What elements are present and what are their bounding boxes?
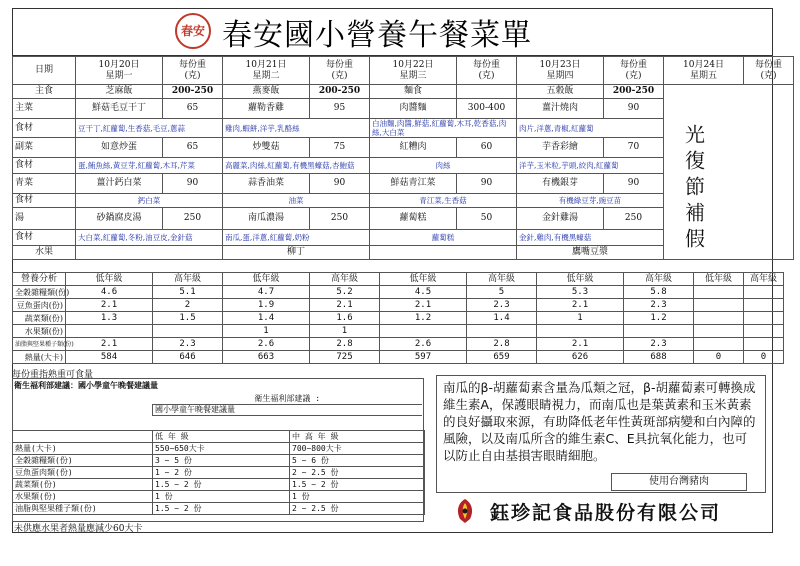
side-ingredients: 高麗菜,肉絲,紅蘿蔔,有機黑蠔菇,杏鮑菇 (223, 158, 370, 174)
nut-value: 1 (223, 325, 310, 338)
std-label: 油脂與堅果種子類(份) (13, 503, 153, 515)
nut-value (153, 325, 223, 338)
row-label-ingredients: 食材 (13, 158, 76, 174)
soup-weight: 250 (310, 208, 370, 230)
pumpkin-info-box: 南瓜的β-胡蘿蔔素含量為瓜類之冠，β-胡蘿蔔素可轉換成維生素A，保護眼睛視力，而南瓜也是葉黃素和玉米黃素的良好攝取來源，有助降低老年性黃斑部病變和白內障的風險，以及南瓜所含的維生素C、E具抗氧化能力，也可以防止自由基損害眼睛細胞。 (436, 375, 766, 493)
std-low: 3 ~ 5 份 (153, 455, 290, 467)
std-label: 熱量(大卡) (13, 443, 153, 455)
side-weight: 65 (163, 138, 223, 158)
std-col-low: 低 年 級 (153, 431, 290, 443)
day-header: 10月22日 星期三 (370, 57, 457, 85)
soup-name: 金針雞湯 (517, 208, 604, 230)
fruit-tuesday: 柳丁 (223, 246, 370, 260)
main-weight: 90 (604, 99, 664, 119)
row-label-main: 主菜 (13, 99, 76, 119)
staple-weight: 200-250 (604, 85, 664, 99)
main-weight: 300-400 (457, 99, 517, 119)
nut-high-header: 高年級 (744, 273, 784, 286)
weight-header: 每份重 (克) (604, 57, 664, 85)
nut-value: 2.3 (624, 299, 694, 312)
side-name: 紅糟肉 (370, 138, 457, 158)
nut-value: 5.2 (310, 286, 380, 299)
veg-name: 薑汁鈣白菜 (76, 174, 163, 194)
veg-weight: 90 (163, 174, 223, 194)
veg-ingredients: 鈣白菜 (76, 194, 223, 208)
main-ingredients: 雞肉,蝦餅,洋芋,乳酪絲 (223, 119, 370, 138)
nut-value (694, 286, 744, 299)
nutrition-header: 營養分析 (13, 273, 66, 286)
nut-value: 0 (694, 351, 744, 364)
weight-header: 每份重 (克) (163, 57, 223, 85)
nut-low-header: 低年級 (694, 273, 744, 286)
fruit-footnote: 未供應水果者熱量應減少60大卡 (14, 524, 143, 534)
soup-ingredients: 金針,雞肉,有機黑蠔菇 (517, 230, 664, 246)
std-col-high: 中 高 年 級 (290, 431, 425, 443)
nut-high-header: 高年級 (624, 273, 694, 286)
side-ingredients: 洋芋,玉米粒,芋頭,絞肉,紅蘿蔔 (517, 158, 664, 174)
day-header: 10月21日 星期二 (223, 57, 310, 85)
veg-weight: 90 (457, 174, 517, 194)
nut-value (380, 325, 467, 338)
nut-value: 4.5 (380, 286, 467, 299)
nut-value (694, 312, 744, 325)
main-weight: 95 (310, 99, 370, 119)
main-ingredients: 白油麵,肉醬,鮮菇,紅蘿蔔,木耳,乾香菇,肉絲,大白菜 (370, 119, 517, 138)
weight-header: 每份重 (克) (744, 57, 794, 85)
nut-value (624, 325, 694, 338)
nut-value: 725 (310, 351, 380, 364)
day-header: 10月20日 星期一 (76, 57, 163, 85)
staple-weight (457, 85, 517, 99)
soup-ingredients: 南瓜,蛋,洋蔥,紅蘿蔔,奶粉 (223, 230, 370, 246)
nut-value: 1.4 (467, 312, 537, 325)
soup-name: 砂鍋腐皮湯 (76, 208, 163, 230)
row-label-fruit: 水果 (13, 246, 76, 260)
nut-value: 2.3 (624, 338, 694, 351)
school-logo: 春安 (175, 13, 211, 49)
nutrition-table (12, 272, 784, 364)
std-low: 1 ~ 2 份 (153, 467, 290, 479)
row-label-side: 副菜 (13, 138, 76, 158)
nut-value: 1.3 (66, 312, 153, 325)
nut-value: 2 (153, 299, 223, 312)
fruit-thursday: 鷹嘴豆漿 (517, 246, 664, 260)
fruit-monday (76, 246, 223, 260)
nut-value: 1.6 (310, 312, 380, 325)
nut-value (467, 325, 537, 338)
std-low: 550~650大卡 (153, 443, 290, 455)
side-name: 炒雙菇 (223, 138, 310, 158)
row-label-ingredients: 食材 (13, 194, 76, 208)
veg-ingredients: 油菜 (223, 194, 370, 208)
staple-name: 芝麻飯 (76, 85, 163, 99)
side-name: 如意炒蛋 (76, 138, 163, 158)
weight-header: 每份重 (克) (457, 57, 517, 85)
holiday-notice: 光復節補假 (681, 124, 706, 254)
nut-value: 0 (744, 351, 784, 364)
nut-value: 688 (624, 351, 694, 364)
standard-inner-title: 衛生福利部建議 : (254, 394, 321, 403)
nut-value: 5 (467, 286, 537, 299)
nut-value: 584 (66, 351, 153, 364)
nut-value (66, 325, 153, 338)
nut-value (694, 325, 744, 338)
side-ingredients: 蛋,鮪魚絲,黃豆芽,紅蘿蔔,木耳,芹菜 (76, 158, 223, 174)
nut-value: 2.3 (153, 338, 223, 351)
nut-value (744, 286, 784, 299)
std-low: 1.5 ~ 2 份 (153, 479, 290, 491)
nut-value: 597 (380, 351, 467, 364)
soup-weight: 250 (163, 208, 223, 230)
nut-value: 2.1 (66, 299, 153, 312)
nut-low-header: 低年級 (537, 273, 624, 286)
nut-high-header: 高年級 (310, 273, 380, 286)
nut-value: 5.1 (153, 286, 223, 299)
nut-value (744, 338, 784, 351)
soup-name: 蘿蔔糕 (370, 208, 457, 230)
soup-ingredients: 蘿蔔糕 (370, 230, 517, 246)
soup-weight: 50 (457, 208, 517, 230)
nut-value: 1.4 (223, 312, 310, 325)
row-label-staple: 主食 (13, 85, 76, 99)
nut-value: 5.8 (624, 286, 694, 299)
nut-label: 蔬菜類(份) (13, 312, 66, 325)
nut-value: 2.3 (467, 299, 537, 312)
veg-ingredients: 有機綠豆芽,豌豆苗 (517, 194, 664, 208)
nut-value (537, 325, 624, 338)
nut-value: 663 (223, 351, 310, 364)
nut-value: 1.5 (153, 312, 223, 325)
fruit-wednesday (370, 246, 517, 260)
page-title: 春安國小營養午餐菜單 (222, 18, 532, 53)
main-ingredients: 肉片,洋蔥,青椒,紅蘿蔔 (517, 119, 664, 138)
nut-value: 2.8 (467, 338, 537, 351)
nut-value: 5.3 (537, 286, 624, 299)
nut-value (694, 338, 744, 351)
staple-name: 五穀飯 (517, 85, 604, 99)
day-header: 10月23日 星期四 (517, 57, 604, 85)
standard-title: 衛生福利部建議：國小學童午晚餐建議量 (14, 381, 158, 390)
std-low: 1.5 ~ 2 份 (153, 503, 290, 515)
veg-name: 有機銀芽 (517, 174, 604, 194)
main-name: 薑汁燒肉 (517, 99, 604, 119)
nut-low-header: 低年級 (380, 273, 467, 286)
main-weight: 65 (163, 99, 223, 119)
nut-label: 熱量(大卡) (13, 351, 66, 364)
soup-name: 南瓜濃湯 (223, 208, 310, 230)
nut-value: 659 (467, 351, 537, 364)
staple-name: 麵食 (370, 85, 457, 99)
nut-value: 1.9 (223, 299, 310, 312)
main-name: 蘿勒香雞 (223, 99, 310, 119)
staple-weight: 200-250 (310, 85, 370, 99)
row-label-veg: 青菜 (13, 174, 76, 194)
veg-weight: 90 (310, 174, 370, 194)
nut-label: 油脂與堅果種子類(份) (13, 338, 66, 351)
nut-value: 626 (537, 351, 624, 364)
std-label: 蔬菜類(份) (13, 479, 153, 491)
std-high: 1.5 ~ 2 份 (290, 479, 425, 491)
standard-inner-sub: 國小學童午晚餐建議量 (153, 405, 423, 416)
nut-label: 全穀雜糧類(份) (13, 286, 66, 299)
std-high: 5 ~ 6 份 (290, 455, 425, 467)
row-label-ingredients: 食材 (13, 230, 76, 246)
nut-value: 2.1 (380, 299, 467, 312)
side-weight: 70 (604, 138, 664, 158)
nut-value: 2.6 (380, 338, 467, 351)
veg-weight: 90 (604, 174, 664, 194)
nut-value: 646 (153, 351, 223, 364)
std-blank (13, 431, 153, 443)
row-label-date: 日期 (13, 57, 76, 85)
staple-name: 燕麥飯 (223, 85, 310, 99)
nut-value: 2.6 (223, 338, 310, 351)
nut-value: 1 (537, 312, 624, 325)
day-header: 10月24日 星期五 (664, 57, 744, 85)
nut-value: 1 (310, 325, 380, 338)
nut-value (694, 299, 744, 312)
side-ingredients: 肉絲 (370, 158, 517, 174)
side-weight: 60 (457, 138, 517, 158)
nut-value: 2.1 (537, 338, 624, 351)
staple-weight: 200-250 (163, 85, 223, 99)
std-label: 豆魚蛋肉類(份) (13, 467, 153, 479)
veg-name: 鮮菇青江菜 (370, 174, 457, 194)
std-high: 2 ~ 2.5 份 (290, 467, 425, 479)
std-high: 700~800大卡 (290, 443, 425, 455)
row-label-ingredients: 食材 (13, 119, 76, 138)
side-weight: 75 (310, 138, 370, 158)
std-low: 1 份 (153, 491, 290, 503)
std-high: 1 份 (290, 491, 425, 503)
nut-high-header: 高年級 (467, 273, 537, 286)
nut-value: 4.6 (66, 286, 153, 299)
nut-label: 水果類(份) (13, 325, 66, 338)
nut-high-header: 高年級 (153, 273, 223, 286)
nut-low-header: 低年級 (66, 273, 153, 286)
std-label: 水果類(份) (13, 491, 153, 503)
std-high: 2 ~ 2.5 份 (290, 503, 425, 515)
portion-note: 每份重指熟重可食量 (12, 370, 94, 380)
nut-value: 1.2 (624, 312, 694, 325)
soup-ingredients: 大白菜,紅蘿蔔,冬粉,油豆皮,金針菇 (76, 230, 223, 246)
weight-header: 每份重 (克) (310, 57, 370, 85)
standard-table (12, 430, 425, 515)
nut-label: 豆魚蛋肉(份) (13, 299, 66, 312)
nut-low-header: 低年級 (223, 273, 310, 286)
veg-name: 蒜香油菜 (223, 174, 310, 194)
soup-weight: 250 (604, 208, 664, 230)
nut-value: 2.8 (310, 338, 380, 351)
standard-inner-header (152, 394, 422, 416)
nut-value: 2.1 (66, 338, 153, 351)
nut-value: 2.1 (537, 299, 624, 312)
main-ingredients: 豆干丁,紅蘿蔔,生香菇,毛豆,蔥蒜 (76, 119, 223, 138)
side-name: 芋香彩繪 (517, 138, 604, 158)
veg-ingredients: 青江菜,生香菇 (370, 194, 517, 208)
company-name: 鈺珍記食品股份有限公司 (490, 502, 722, 524)
company-logo-icon (450, 497, 480, 525)
nut-value: 1.2 (380, 312, 467, 325)
main-name: 肉醬麵 (370, 99, 457, 119)
nut-value (744, 312, 784, 325)
taiwan-pork-label: 使用台灣豬肉 (611, 473, 747, 491)
main-name: 鮮菇毛豆干丁 (76, 99, 163, 119)
row-label-soup: 湯 (13, 208, 76, 230)
nut-value (744, 325, 784, 338)
nut-value (744, 299, 784, 312)
nut-value: 4.7 (223, 286, 310, 299)
std-label: 全穀雜糧類(份) (13, 455, 153, 467)
nut-value: 2.1 (310, 299, 380, 312)
